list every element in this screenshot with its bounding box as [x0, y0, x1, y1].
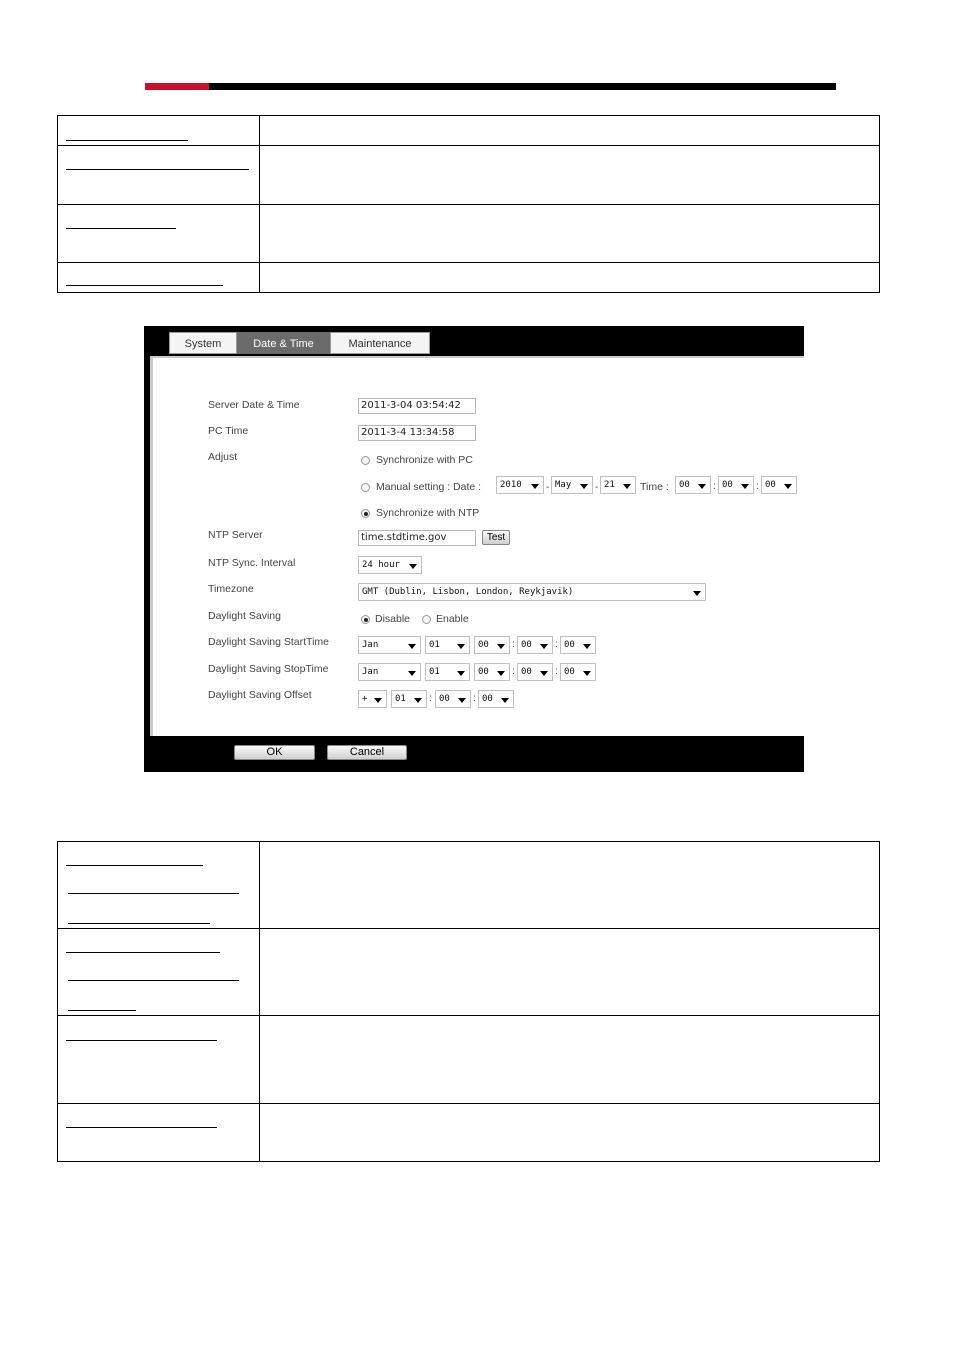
ok-button[interactable]: OK — [234, 745, 315, 760]
server-datetime-field: 2011-3-04 03:54:42 — [358, 398, 476, 414]
date-separator: - — [595, 482, 599, 493]
table-description-cell — [260, 263, 880, 293]
manual-year-select[interactable] — [496, 476, 544, 494]
sync-pc-radio[interactable] — [361, 456, 370, 465]
ntp-interval-select[interactable] — [358, 556, 422, 574]
time-separator: : — [473, 693, 476, 704]
table-description-cell — [260, 929, 880, 1016]
table-term-cell — [58, 1104, 260, 1162]
manual-time-label: Time : — [640, 481, 669, 493]
manual-minute-select[interactable] — [718, 476, 754, 494]
chevron-down-icon — [531, 484, 539, 489]
adjust-label: Adjust — [208, 451, 238, 463]
table-description-cell — [260, 1016, 880, 1104]
manual-second-value: 00 — [765, 480, 776, 490]
dst-start-day-select[interactable] — [425, 636, 470, 654]
table-row — [58, 929, 880, 1016]
manual-day-select[interactable] — [600, 476, 636, 494]
chevron-down-icon — [580, 484, 588, 489]
dst-offset-sign-select[interactable] — [358, 690, 387, 708]
chevron-down-icon — [408, 644, 416, 649]
tab-date-time[interactable]: Date & Time — [237, 332, 330, 354]
timezone-label: Timezone — [208, 583, 254, 595]
manual-minute-value: 00 — [722, 480, 733, 490]
dst-offset-seconds-select[interactable] — [478, 690, 514, 708]
manual-year-value: 2010 — [500, 480, 522, 490]
dst-start-month-value: Jan — [362, 640, 379, 650]
time-separator: : — [713, 481, 716, 492]
time-separator: : — [555, 666, 558, 677]
table-term-cell — [58, 842, 260, 929]
header-accent-bar-black — [209, 83, 836, 90]
chevron-down-icon — [741, 484, 749, 489]
daylight-saving-label: Daylight Saving — [208, 610, 281, 622]
chevron-down-icon — [408, 671, 416, 676]
chevron-down-icon — [623, 484, 631, 489]
dst-stop-day-select[interactable] — [425, 663, 470, 681]
dst-stop-month-value: Jan — [362, 667, 379, 677]
chevron-down-icon — [374, 698, 382, 703]
manual-hour-select[interactable] — [675, 476, 711, 494]
dst-stop-hour-value: 00 — [478, 667, 489, 677]
dst-stop-minute-select[interactable] — [517, 663, 553, 681]
dst-start-minute-value: 00 — [521, 640, 532, 650]
chevron-down-icon — [414, 698, 422, 703]
chevron-down-icon — [501, 698, 509, 703]
manual-setting-label: Manual setting : Date : — [376, 481, 482, 493]
dst-start-month-select[interactable] — [358, 636, 421, 654]
dst-start-second-select[interactable] — [560, 636, 596, 654]
chevron-down-icon — [457, 644, 465, 649]
server-datetime-label: Server Date & Time — [208, 399, 300, 411]
dst-stop-day-value: 01 — [429, 667, 440, 677]
chevron-down-icon — [458, 698, 466, 703]
dst-offset-minutes-select[interactable] — [435, 690, 471, 708]
chevron-down-icon — [698, 484, 706, 489]
ntp-interval-value: 24 hour — [362, 560, 400, 570]
cancel-button[interactable]: Cancel — [327, 745, 407, 760]
chevron-down-icon — [583, 644, 591, 649]
manual-month-value: May — [555, 480, 572, 490]
date-separator: - — [546, 482, 550, 493]
chevron-down-icon — [540, 644, 548, 649]
time-separator: : — [512, 666, 515, 677]
time-separator: : — [756, 481, 759, 492]
chevron-down-icon — [409, 564, 417, 569]
sync-pc-label: Synchronize with PC — [376, 454, 473, 466]
dst-start-label: Daylight Saving StartTime — [208, 636, 329, 648]
table-row — [58, 116, 880, 146]
time-separator: : — [429, 693, 432, 704]
chevron-down-icon — [693, 591, 701, 596]
dst-offset-hours-value: 01 — [395, 694, 406, 704]
table-term-cell — [58, 146, 260, 205]
chevron-down-icon — [784, 484, 792, 489]
table-description-cell — [260, 205, 880, 263]
table-term-cell — [58, 929, 260, 1016]
dst-offset-label: Daylight Saving Offset — [208, 689, 312, 701]
settings-panel — [144, 326, 804, 772]
table-term-cell — [58, 263, 260, 293]
manual-day-value: 21 — [604, 480, 615, 490]
table-term-cell — [58, 116, 260, 146]
table-description-cell — [260, 116, 880, 146]
dst-stop-label: Daylight Saving StopTime — [208, 663, 329, 675]
dst-stop-hour-select[interactable] — [474, 663, 510, 681]
pc-time-field: 2011-3-4 13:34:58 — [358, 425, 476, 441]
pc-time-label: PC Time — [208, 425, 249, 437]
dst-offset-hours-select[interactable] — [391, 690, 427, 708]
sync-ntp-radio[interactable] — [361, 509, 370, 518]
time-separator: : — [512, 639, 515, 650]
daylight-enable-label: Enable — [436, 613, 469, 625]
chevron-down-icon — [497, 671, 505, 676]
dst-stop-minute-value: 00 — [521, 667, 532, 677]
table-row — [58, 1104, 880, 1162]
tab-maintenance[interactable]: Maintenance — [330, 332, 430, 354]
manual-setting-radio[interactable] — [361, 483, 370, 492]
time-separator: : — [555, 639, 558, 650]
dst-start-second-value: 00 — [564, 640, 575, 650]
daylight-disable-label: Disable — [375, 613, 411, 625]
daylight-enable-radio[interactable] — [422, 615, 431, 624]
ntp-server-input[interactable]: time.stdtime.gov — [358, 530, 476, 546]
dst-start-day-value: 01 — [429, 640, 440, 650]
dst-offset-seconds-value: 00 — [482, 694, 493, 704]
table-description-cell — [260, 146, 880, 205]
dst-offset-minutes-value: 00 — [439, 694, 450, 704]
table-row — [58, 205, 880, 263]
timezone-select[interactable] — [358, 583, 706, 601]
dst-offset-sign-value: + — [362, 694, 368, 704]
table-row — [58, 842, 880, 929]
manual-month-select[interactable] — [551, 476, 593, 494]
dst-stop-second-select[interactable] — [560, 663, 596, 681]
ntp-interval-label: NTP Sync. Interval — [208, 557, 296, 569]
chevron-down-icon — [540, 671, 548, 676]
dst-start-hour-select[interactable] — [474, 636, 510, 654]
panel-footer — [144, 736, 804, 772]
table-description-cell — [260, 1104, 880, 1162]
table-term-cell — [58, 205, 260, 263]
chevron-down-icon — [583, 671, 591, 676]
dst-stop-month-select[interactable] — [358, 663, 421, 681]
daylight-disable-radio[interactable] — [361, 615, 370, 624]
description-table-top — [57, 115, 880, 293]
table-row — [58, 146, 880, 205]
tab-system[interactable]: System — [169, 332, 237, 354]
chevron-down-icon — [457, 671, 465, 676]
timezone-value: GMT (Dublin, Lisbon, London, Reykjavik) — [362, 587, 574, 597]
header-accent-bar-red — [145, 83, 209, 90]
table-term-cell — [58, 1016, 260, 1104]
table-description-cell — [260, 842, 880, 929]
table-row — [58, 263, 880, 293]
manual-hour-value: 00 — [679, 480, 690, 490]
dst-start-hour-value: 00 — [478, 640, 489, 650]
sync-ntp-label: Synchronize with NTP — [376, 507, 480, 519]
dst-start-minute-select[interactable] — [517, 636, 553, 654]
description-table-bottom — [57, 841, 880, 1162]
chevron-down-icon — [497, 644, 505, 649]
ntp-server-label: NTP Server — [208, 529, 263, 541]
dst-stop-second-value: 00 — [564, 667, 575, 677]
table-row — [58, 1016, 880, 1104]
date-time-form — [150, 356, 804, 736]
manual-second-select[interactable] — [761, 476, 797, 494]
ntp-test-button[interactable]: Test — [482, 530, 510, 545]
